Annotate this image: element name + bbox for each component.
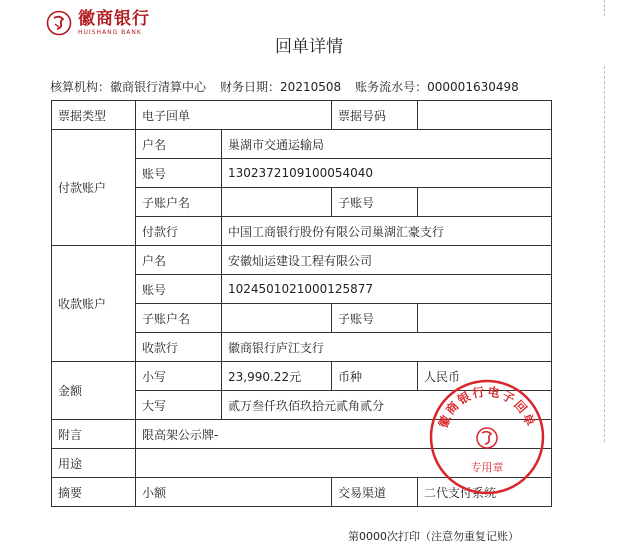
- bill-no-value: [418, 101, 552, 130]
- payee-group-label: 收款账户: [52, 246, 136, 362]
- amount-group-label: 金额: [52, 362, 136, 420]
- payee-sub-no-label: 子账号: [332, 304, 418, 333]
- payer-group-label: 付款账户: [52, 130, 136, 246]
- payer-account-value: 1302372109100054040: [222, 159, 552, 188]
- receipt-meta: [50, 78, 519, 95]
- note-label: 附言: [52, 420, 136, 449]
- amount-big-label: 大写: [136, 391, 222, 420]
- serial-value: 000001630498: [427, 80, 519, 94]
- seal-logo-icon: [477, 428, 497, 448]
- org-value: 徽商银行清算中心: [110, 80, 207, 94]
- payer-sub-name-label: 子账户名: [136, 188, 222, 217]
- payee-sub-name-label: 子账户名: [136, 304, 222, 333]
- note-value: 限高架公示牌-: [136, 420, 552, 449]
- bank-seal: [428, 378, 546, 496]
- table-row: [52, 130, 552, 159]
- payee-bank-label: 收款行: [136, 333, 222, 362]
- print-note: 第0000次打印（注意勿重复记账）: [348, 530, 519, 543]
- channel-label: 交易渠道: [332, 478, 418, 507]
- payer-sub-no-value: [418, 188, 552, 217]
- payee-bank-value: 徽商银行庐江支行: [222, 333, 552, 362]
- org-label: 核算机构：: [50, 80, 111, 94]
- payer-account-label: 账号: [136, 159, 222, 188]
- divider: [604, 0, 605, 16]
- table-row: [52, 246, 552, 275]
- serial-label: 账务流水号：: [355, 80, 428, 94]
- date-value: 20210508: [280, 80, 342, 94]
- payer-name-label: 户名: [136, 130, 222, 159]
- seal-arc-text: 徽商银行电子回单: [435, 384, 539, 430]
- summary-label: 摘要: [52, 478, 136, 507]
- payer-sub-no-label: 子账号: [332, 188, 418, 217]
- payer-name-value: 巢湖市交通运输局: [222, 130, 552, 159]
- bill-no-label: 票据号码: [332, 101, 418, 130]
- summary-value: 小额: [136, 478, 332, 507]
- payee-account-label: 账号: [136, 275, 222, 304]
- amount-big-value: 贰万叁仟玖佰玖拾元贰角贰分: [222, 391, 552, 420]
- payee-sub-name-value: [222, 304, 332, 333]
- bill-type-label: 票据类型: [52, 101, 136, 130]
- bill-type-value: 电子回单: [136, 101, 332, 130]
- divider: [604, 66, 605, 442]
- amount-small-label: 小写: [136, 362, 222, 391]
- payee-account-value: 1024501021000125877: [222, 275, 552, 304]
- seal-label: 专用章: [470, 461, 504, 474]
- payee-name-value: 安徽灿运建设工程有限公司: [222, 246, 552, 275]
- amount-small-value: 23,990.22元: [222, 362, 332, 391]
- payer-bank-label: 付款行: [136, 217, 222, 246]
- date-label: 财务日期：: [220, 80, 281, 94]
- bank-name: 徽商银行: [78, 8, 150, 29]
- currency-value: 人民币: [418, 362, 552, 391]
- payer-sub-name-value: [222, 188, 332, 217]
- page-title: 回单详情: [275, 37, 343, 57]
- table-row: [52, 101, 552, 130]
- currency-label: 币种: [332, 362, 418, 391]
- bank-name-en: HUISHANG BANK: [78, 28, 142, 36]
- channel-value: 二代支付系统: [418, 478, 552, 507]
- payee-sub-no-value: [418, 304, 552, 333]
- payer-bank-value: 中国工商银行股份有限公司巢湖汇豪支行: [222, 217, 552, 246]
- purpose-label: 用途: [52, 449, 136, 478]
- payee-name-label: 户名: [136, 246, 222, 275]
